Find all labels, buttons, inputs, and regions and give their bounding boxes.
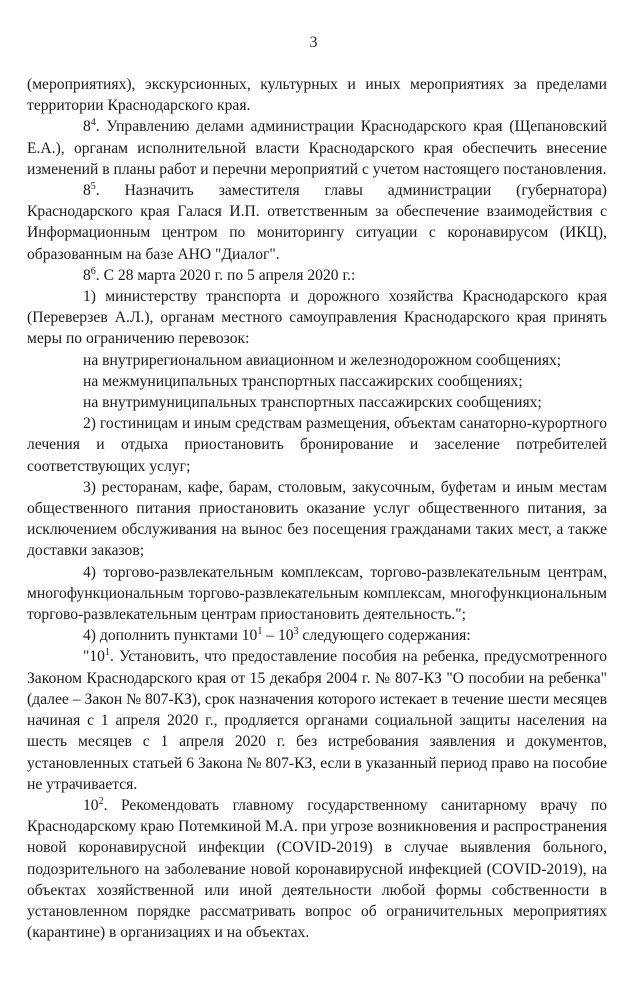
document-body <box>27 74 607 943</box>
list-subitem-intramunicipal: на внутримуниципальных транспортных пассажирских сообщениях; <box>83 394 542 412</box>
paragraph-continuation: (мероприятиях), экскурсионных, культурных и иных мероприятиях за пределами территории Краснодарского края. <box>27 76 607 115</box>
paragraph-add-points: 4) дополнить пунктами $10^1 - 10^3$ следующего содержания: <box>83 626 471 645</box>
list-item-1: 1) министерству транспорта и дорожного хозяйства Краснодарского края (Переверзев А.Л.), органам местного самоуправления Краснодарского края принять меры по ограничению перевозок: <box>27 288 607 348</box>
paragraph-8-4: $8^4$. Управлению делами администрации Краснодарского края (Щепановский Е.А.), органам исполнительной власти Краснодарского края обеспечить внесение изменений в планы работ и перечни мероприятий с учетом настоящего постановления. <box>27 117 607 178</box>
paragraph-10-2: $10^2$. Рекомендовать главному государственному санитарному врачу по Краснодарскому краю Потемкиной М.А. при угрозе возникновения и распространения новой коронавирусной инфекции (COVID-2019) в случае выявления больного, подозрительного на заболевание новой коронавирусной инфекцией (COVID-2019), на объектах хозяйственной или иной деятельности любой формы собственности в установленном порядке рассматривать вопрос об ограничительных мероприятиях (карантине) в организациях и на объектах. <box>27 795 607 942</box>
list-subitem-intermunicipal: на межмуниципальных транспортных пассажирских сообщениях; <box>83 372 523 390</box>
paragraph-8-5: $8^5$. Назначить заместителя главы администрации (губернатора) Краснодарского края Галася И.П. ответственным за обеспечение взаимодействия с Информационным центром по мониторингу ситуации с коронавирусом (ИКЦ), образованным на базе АНО "Диалог". <box>27 180 607 263</box>
list-subitem-regional: на внутрирегиональном авиационном и железнодорожном сообщениях; <box>83 351 562 369</box>
list-item-3: 3) ресторанам, кафе, барам, столовым, закусочным, буфетам и иным местам общественного питания приостановить оказание услуг общественного питания, за исключением обслуживания на вынос без посещения гражданами таких мест, а также доставки заказов; <box>27 478 607 560</box>
paragraph-10-1: "$10^1$. Установить, что предоставление пособия на ребенка, предусмотренного Законом Краснодарского края от 15 декабря 2004 г. № 807-КЗ "О пособии на ребенка" (далее – Закон № 807-КЗ), срок назначения которого истекает в течение шести месяцев начиная с 1 апреля 2020 г., продляется органами социальной защиты населения на шесть месяцев с 1 апреля 2020 г. без истребования заявления и документов, установленных статьей 6 Закона № 807-КЗ, если в указанный период право на пособие не утрачивается. <box>27 647 607 793</box>
list-item-4: 4) торгово-развлекательным комплексам, торгово-развлекательным центрам, многофункциональным торгово-развлекательным комплексам, многофункциональным торгово-развлекательным центрам приостановить деятельность."; <box>27 563 607 624</box>
page-number: 3 <box>309 34 318 51</box>
list-item-2: 2) гостиницам и иным средствам размещения, объектам санаторно-курортного лечения и отдыха приостановить бронирование и заселение потребителей соответствующих услуг; <box>27 415 607 475</box>
paragraph-8-6: $8^6$. С 28 марта 2020 г. по 5 апреля 2020 г.: <box>83 265 356 284</box>
